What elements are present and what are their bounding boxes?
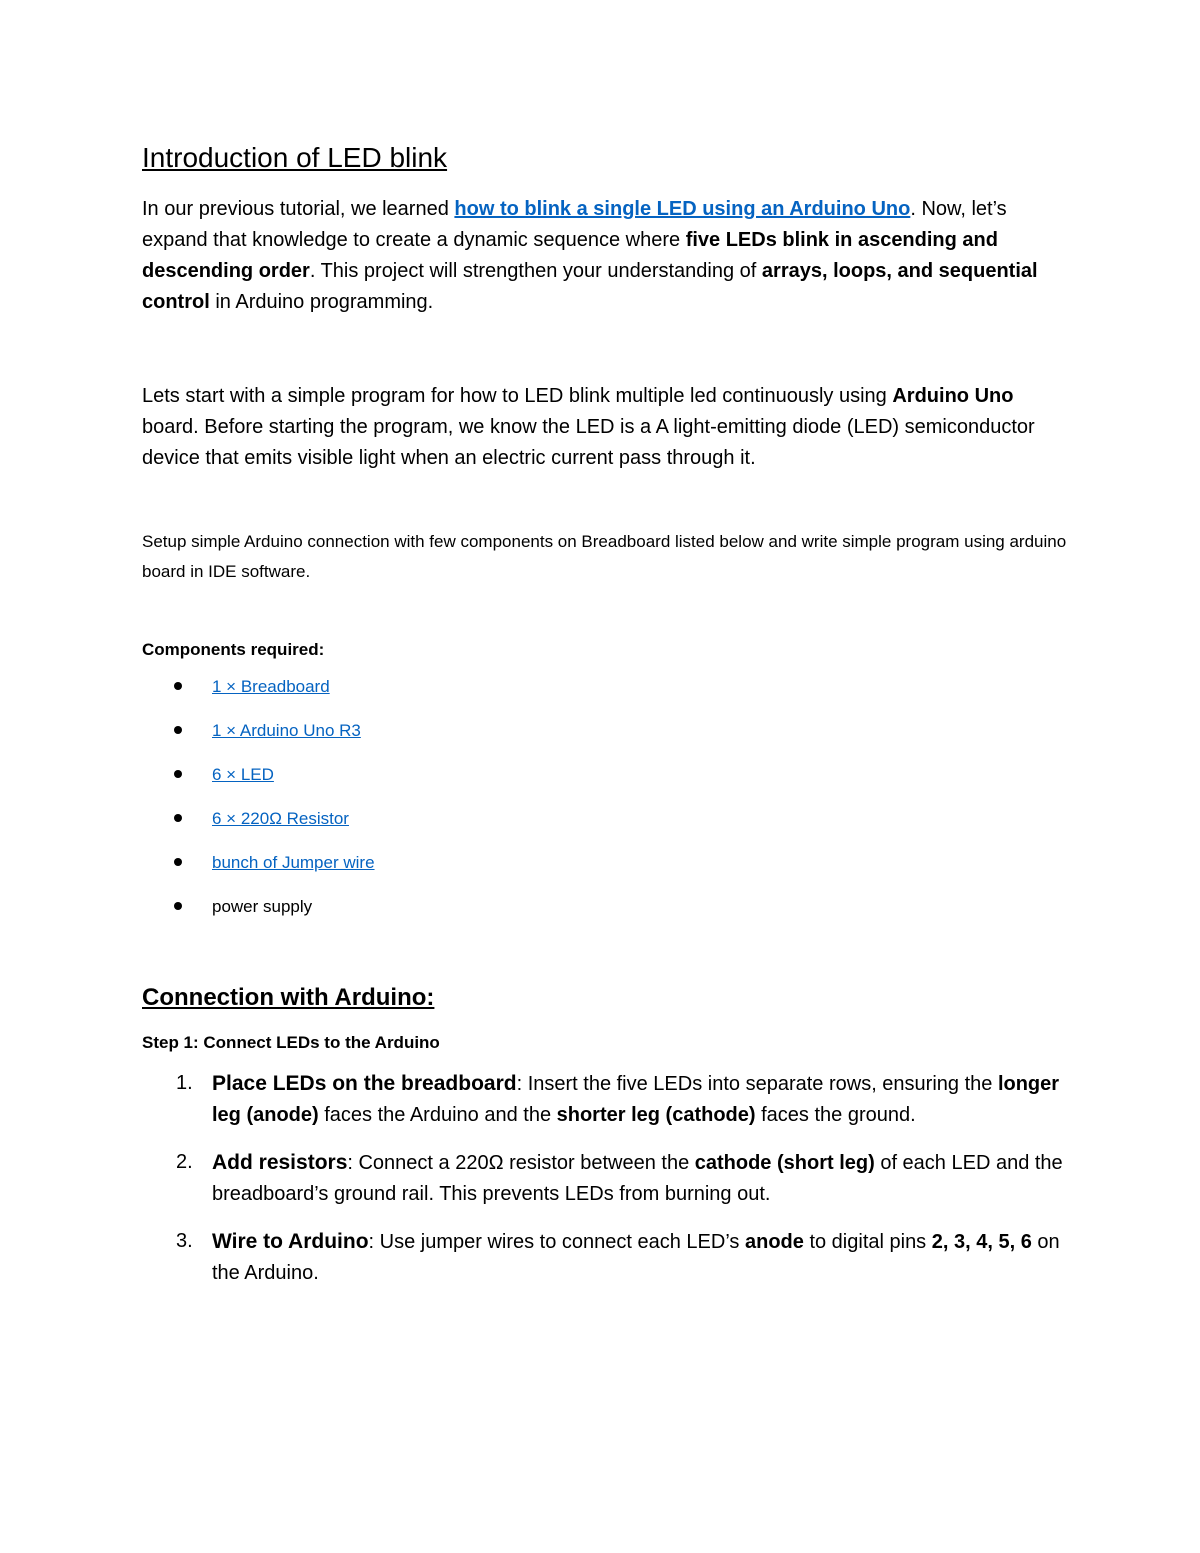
list-item <box>142 716 1072 760</box>
step-bold: 2, 3, 4, 5, 6 <box>931 1231 1032 1253</box>
component-link-breadboard[interactable]: 1 × Breadboard <box>212 677 330 696</box>
step-bold: shorter leg (cathode) <box>556 1104 756 1126</box>
intro-text-3: . This project will strengthen your understanding of <box>309 260 762 282</box>
list-item <box>142 892 1072 936</box>
step-text: to digital pins <box>803 1231 932 1253</box>
component-link-resistor[interactable]: 6 × 220Ω Resistor <box>212 809 349 828</box>
list-item <box>142 672 1072 716</box>
step-number: 2. <box>176 1151 193 1173</box>
step-text: on the Arduino. <box>212 1231 1060 1284</box>
step-bold: anode <box>744 1231 804 1253</box>
component-power-supply: power supply <box>212 897 313 916</box>
program-bold-1: Arduino Uno <box>892 385 1014 407</box>
bullet-icon <box>174 770 182 778</box>
bullet-icon <box>174 682 182 690</box>
intro-text-2: . Now, let’s expand that knowledge to create a dynamic sequence where <box>142 198 1007 251</box>
bullet-icon <box>174 902 182 910</box>
step-text: : Connect a 220Ω resistor between the <box>347 1152 695 1174</box>
connection-heading: Connection with Arduino: <box>142 984 435 1011</box>
list-item <box>142 1226 1072 1289</box>
step-text: faces the ground. <box>755 1104 916 1126</box>
components-heading: Components required: <box>142 640 325 659</box>
list-item <box>142 760 1072 804</box>
list-item <box>142 804 1072 848</box>
list-item <box>142 848 1072 892</box>
document-page <box>142 140 1072 1305</box>
steps-list <box>142 1068 1072 1289</box>
intro-bold-1: five LEDs blink in ascending and descending order <box>142 229 998 282</box>
program-paragraph <box>142 381 1072 474</box>
components-list <box>142 672 1072 936</box>
bullet-icon <box>174 858 182 866</box>
step-lead: Add resistors <box>212 1151 348 1174</box>
step-number: 3. <box>176 1230 193 1252</box>
component-link-led[interactable]: 6 × LED <box>212 765 274 784</box>
step-number: 1. <box>176 1072 193 1094</box>
step-lead: Place LEDs on the breadboard <box>212 1072 517 1095</box>
step-heading: Step 1: Connect LEDs to the Arduino <box>142 1033 440 1052</box>
step-lead: Wire to Arduino <box>212 1230 369 1253</box>
step-text: faces the Arduino and the <box>318 1104 557 1126</box>
list-item <box>142 1147 1072 1210</box>
intro-bold-2: arrays, loops, and sequential control <box>142 260 1038 313</box>
component-link-arduino-uno[interactable]: 1 × Arduino Uno R3 <box>212 721 361 740</box>
program-text-2: board. Before starting the program, we know the LED is a A light-emitting diode (LED) semiconductor device that emits visible light when an electric current pass through it. <box>142 416 1035 469</box>
intro-text-4: in Arduino programming. <box>209 291 434 313</box>
intro-paragraph <box>142 194 1072 318</box>
single-led-tutorial-link[interactable]: how to blink a single LED using an Arduino Uno <box>454 198 911 220</box>
bullet-icon <box>174 814 182 822</box>
step-text: : Use jumper wires to connect each LED’s <box>368 1231 745 1253</box>
bullet-icon <box>174 726 182 734</box>
program-text-1: Lets start with a simple program for how to LED blink multiple led continuously using <box>142 385 893 407</box>
setup-paragraph: Setup simple Arduino connection with few components on Breadboard listed below and write simple program using arduino board in IDE software. <box>142 532 1067 581</box>
list-item <box>142 1068 1072 1131</box>
step-bold: cathode (short leg) <box>694 1152 875 1174</box>
step-text: : Insert the five LEDs into separate rows, ensuring the <box>516 1073 998 1095</box>
page-title: Introduction of LED blink <box>142 142 448 173</box>
intro-text-1: In our previous tutorial, we learned <box>142 198 455 220</box>
component-link-jumper-wire[interactable]: bunch of Jumper wire <box>212 853 375 872</box>
step-bold: longer leg (anode) <box>212 1073 1060 1126</box>
step-text: of each LED and the breadboard’s ground rail. This prevents LEDs from burning out. <box>212 1152 1063 1205</box>
